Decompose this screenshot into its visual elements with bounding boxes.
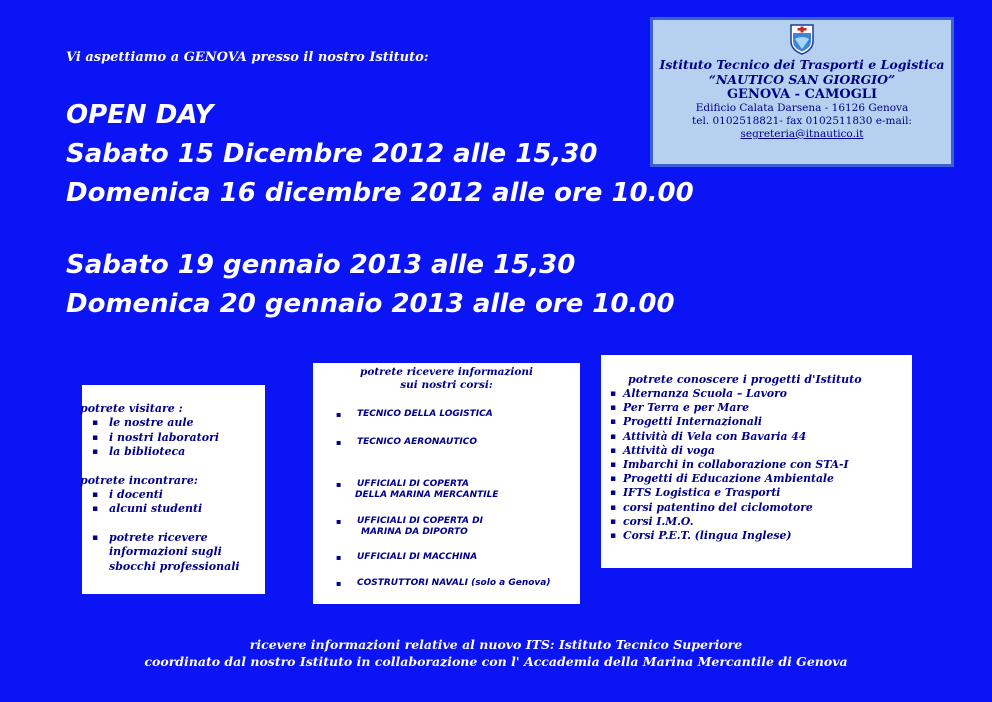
course-line: DELLA MARINA MERCANTILE: [355, 490, 499, 500]
course-line: ▪ UFFICIALI DI COPERTA: [357, 479, 469, 489]
course-line: ▪ COSTRUTTORI NAVALI (solo a Genova): [357, 578, 551, 588]
institute-nickname: “NAUTICO SAN GIORGIO”: [708, 72, 896, 87]
course-item: [357, 409, 493, 420]
list-item: ▪ i docenti: [82, 488, 265, 503]
footer-line: coordinato dal nostro Istituto in collaborazione con l' Accademia della Marina Mercantile di Genova: [144, 654, 848, 669]
list-item: ▪ la biblioteca: [82, 445, 265, 460]
course-line: ▪ UFFICIALI DI COPERTA DI: [357, 516, 483, 526]
list-item: ▪ i nostri laboratori: [82, 431, 265, 446]
date-line: Sabato 19 gennaio 2013 alle 15,30: [66, 250, 576, 280]
visit-panel: [82, 385, 265, 594]
courses-heading-line: sui nostri corsi:: [400, 379, 493, 391]
institute-contacts: tel. 0102518821- fax 0102511830 e-mail:: [692, 115, 912, 127]
course-line: ▪ TECNICO AERONAUTICO: [357, 437, 478, 447]
courses-heading: [313, 363, 580, 392]
institute-email-link[interactable]: segreteria@itnautico.it: [740, 128, 864, 140]
course-item: [357, 479, 499, 501]
list-item-line: informazioni sugli: [109, 545, 222, 558]
institute-city: GENOVA - CAMOGLI: [726, 87, 878, 102]
institute-info-box: [650, 17, 954, 167]
meet-heading: potrete incontrare:: [80, 473, 198, 487]
projects-heading: potrete conoscere i progetti d'Istituto: [628, 373, 862, 386]
list-item: ▪ Attività di voga: [601, 444, 912, 458]
list-item: ▪ le nostre aule: [82, 416, 265, 431]
open-day-title: OPEN DAY: [66, 100, 214, 130]
date-line: Domenica 20 gennaio 2013 alle ore 10.00: [66, 289, 675, 319]
list-item: ▪ Attività di Vela con Bavaria 44: [601, 430, 912, 444]
list-item: ▪ Imbarchi in collaborazione con STA-I: [601, 458, 912, 472]
list-item: [82, 531, 265, 575]
footer-line: ricevere informazioni relative al nuovo ITS: Istituto Tecnico Superiore: [249, 637, 743, 652]
list-item: ▪ IFTS Logistica e Trasporti: [601, 486, 912, 500]
projects-panel: [601, 355, 912, 568]
course-item: [357, 437, 477, 448]
institute-name: Istituto Tecnico dei Trasporti e Logistica: [659, 57, 945, 72]
course-line: ▪ TECNICO DELLA LOGISTICA: [357, 409, 493, 419]
list-item: ▪ Progetti di Educazione Ambientale: [601, 472, 912, 486]
course-item: [357, 578, 550, 589]
list-item-line: ▪ potrete ricevere: [109, 530, 208, 544]
list-item: ▪ corsi I.M.O.: [601, 515, 912, 529]
courses-heading-line: potrete ricevere informazioni: [359, 366, 533, 378]
intro-text: Vi aspettiamo a GENOVA presso il nostro Istituto:: [66, 50, 429, 65]
course-line: MARINA DA DIPORTO: [361, 527, 468, 537]
institute-address: Edificio Calata Darsena - 16126 Genova: [695, 102, 909, 114]
courses-panel: [313, 363, 580, 604]
visit-heading: potrete visitare :: [80, 402, 183, 415]
list-item: ▪ alcuni studenti: [82, 502, 265, 517]
footer-note: [0, 636, 992, 670]
list-item-line: sbocchi professionali: [109, 559, 240, 573]
list-item: ▪ Alternanza Scuola – Lavoro: [601, 387, 912, 401]
course-line: ▪ UFFICIALI DI MACCHINA: [357, 552, 478, 562]
date-line: Domenica 16 dicembre 2012 alle ore 10.00: [66, 178, 694, 208]
list-item: ▪ Corsi P.E.T. (lingua Inglese): [601, 529, 912, 543]
course-item: [357, 516, 483, 538]
open-day-dates: [66, 96, 694, 324]
list-item: ▪ Progetti Internazionali: [601, 415, 912, 429]
crest-icon: [789, 23, 815, 55]
list-item: ▪ corsi patentino del ciclomotore: [601, 501, 912, 515]
date-line: Sabato 15 Dicembre 2012 alle 15,30: [66, 139, 598, 169]
list-item: ▪ Per Terra e per Mare: [601, 401, 912, 415]
course-item: [357, 552, 477, 563]
